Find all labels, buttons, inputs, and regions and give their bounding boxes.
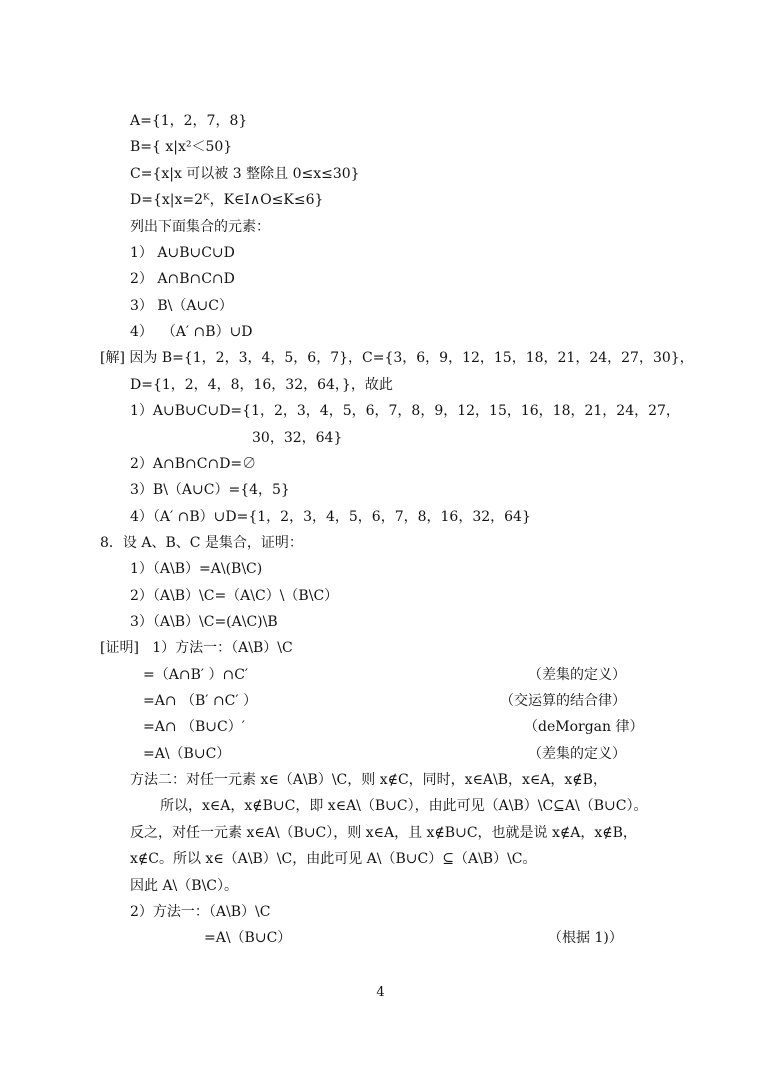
text-line: 因此 A\（B\C）。 [130,878,238,894]
text-line: 4）（A′ ∩B）∪D={1，2，3，4，5，6，7，8，16，32，64} [130,509,531,525]
text-line: 所以，x∈A，x∉B∪C，即 x∈A\（B∪C），由此可见（A\B）\C⊆A\（B∪C）。 [160,798,648,814]
text-line: =A∩ （B′ ∩C′ ） [143,693,258,709]
text-line: 3）（A\B）\C=(A\C)\B [130,614,278,630]
text-line: [解] 因为 B={1，2，3，4，5，6，7}，C={3，6，9，12，15，18，21，24，27，30}， [100,350,694,366]
text-line: 反之，对任一元素 x∈A\（B∪C），则 x∈A，且 x∉B∪C，也就是说 x∉A，x∉B， [130,825,637,841]
page-number: 4 [376,985,385,1000]
text-line: =（A∩B′ ）∩C′ [143,667,249,683]
text-line: C={x|x 可以被 3 整除且 0≤x≤30} [130,166,360,182]
text-line: 30，32，64} [252,430,343,446]
text-line: =A∩ （B∪C）′ [143,719,245,735]
text-line: 4） （A′ ∩B）∪D [130,324,253,340]
text-line: 8．设 A、B、C 是集合，证明： [100,535,303,551]
text-line: 1）（A\B）=A\(B\C) [130,561,263,577]
text-line: [证明] 1）方法一：（A\B）\C [100,640,293,656]
text-line: A={1，2，7，8} [130,113,248,129]
text-line: D={x|x=2ᴷ，K∈I∧O≤K≤6} [130,192,324,208]
justification-note: （差集的定义） [528,667,626,683]
text-line: =A\（B∪C） [204,930,292,946]
text-line: 3） B\（A∪C） [130,298,233,314]
text-line: x∉C。所以 x∈（A\B）\C，由此可见 A\（B∪C）⊆（A\B）\C。 [130,851,537,867]
text-line: B={ x|x²＜50} [130,139,233,155]
text-line: D={1，2，4，8，16，32，64，}，故此 [130,377,393,393]
justification-note: （交运算的结合律） [500,693,626,709]
justification-note: （deMorgan 律） [524,719,644,735]
justification-note: （根据 1)） [548,930,623,946]
text-line: 2）（A\B）\C=（A\C）\（B\C） [130,588,339,604]
text-line: 1） A∪B∪C∪D [130,245,235,261]
text-line: =A\（B∪C） [143,746,231,762]
text-line: 2）A∩B∩C∩D=∅ [130,456,257,472]
text-line: 1）A∪B∪C∪D={1，2，3，4，5，6，7，8，9，12，15，16，18，21，24，27， [130,403,680,419]
text-line: 3）B\（A∪C）={4，5} [130,482,290,498]
text-line: 2）方法一：（A\B）\C [130,904,271,920]
text-line: 列出下面集合的元素： [130,219,270,235]
justification-note: （差集的定义） [528,746,626,762]
text-line: 方法二：对任一元素 x∈（A\B）\C，则 x∉C，同时，x∈A\B，x∈A，x∉B， [130,772,607,788]
text-line: 2） A∩B∩C∩D [130,271,235,287]
